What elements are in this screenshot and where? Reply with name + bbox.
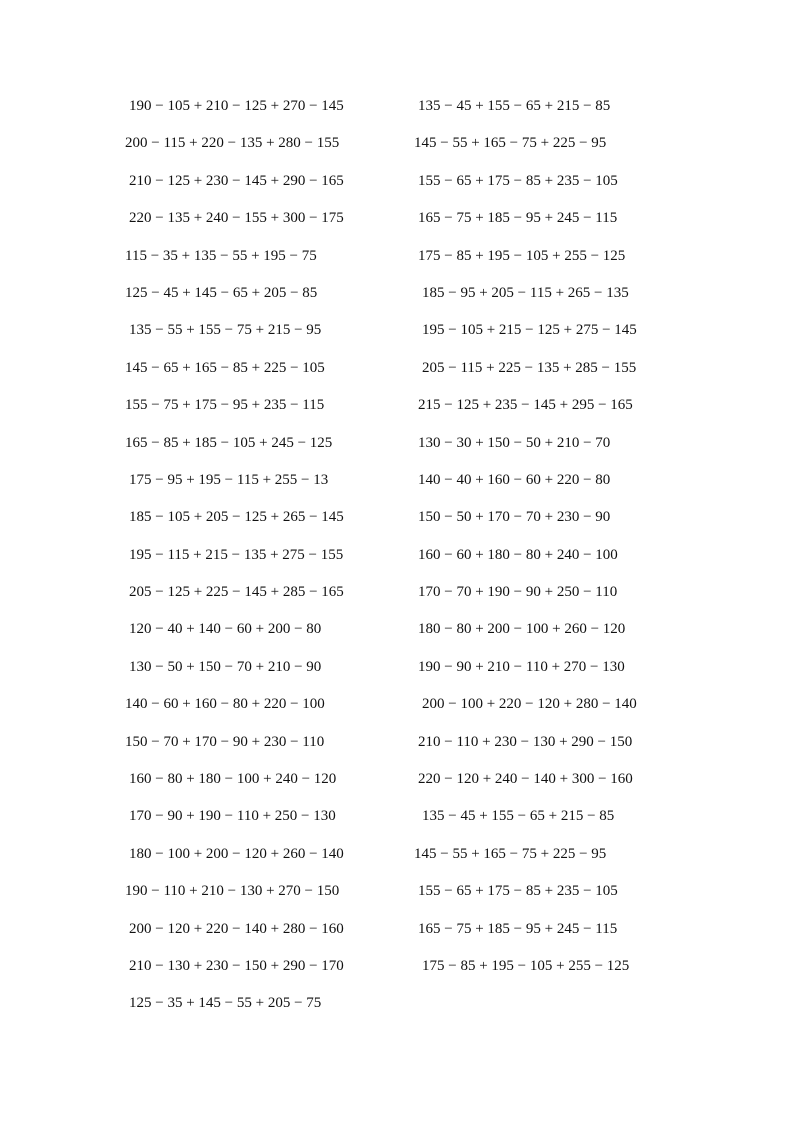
left-problem-column (125, 94, 395, 1029)
problem: 130 − 50 + 150 − 70 + 210 − 90 (129, 658, 322, 675)
right-problem-column (414, 94, 684, 991)
problem: 165 − 75 + 185 − 95 + 245 − 115 (418, 210, 618, 227)
problem: 180 − 100 + 200 − 120 + 260 − 140 (129, 845, 344, 862)
problem: 215 − 125 + 235 − 145 + 295 − 165 (418, 397, 633, 414)
problem: 115 − 35 + 135 − 55 + 195 − 75 (125, 247, 317, 264)
problem: 190 − 90 + 210 − 110 + 270 − 130 (418, 658, 625, 675)
problem: 120 − 40 + 140 − 60 + 200 − 80 (129, 621, 322, 638)
problem: 140 − 40 + 160 − 60 + 220 − 80 (418, 471, 611, 488)
problem: 125 − 45 + 145 − 65 + 205 − 85 (125, 284, 318, 301)
problem: 155 − 75 + 175 − 95 + 235 − 115 (125, 397, 325, 414)
problem: 185 − 105 + 205 − 125 + 265 − 145 (129, 509, 344, 526)
problem: 135 − 45 + 155 − 65 + 215 − 85 (418, 98, 611, 114)
problem: 190 − 110 + 210 − 130 + 270 − 150 (125, 883, 340, 900)
problem: 145 − 55 + 165 − 75 + 225 − 95 (414, 135, 607, 152)
problem: 195 − 105 + 215 − 125 + 275 − 145 (422, 322, 637, 339)
problem: 175 − 95 + 195 − 115 + 255 − 13 (129, 471, 329, 488)
problem: 130 − 30 + 150 − 50 + 210 − 70 (418, 434, 611, 451)
problem: 195 − 115 + 215 − 135 + 275 − 155 (129, 546, 344, 563)
problem: 190 − 105 + 210 − 125 + 270 − 145 (129, 98, 344, 114)
problem: 185 − 95 + 205 − 115 + 265 − 135 (422, 284, 629, 301)
problem: 205 − 115 + 225 − 135 + 285 − 155 (422, 359, 637, 376)
problem: 220 − 120 + 240 − 140 + 300 − 160 (418, 771, 633, 788)
problem: 155 − 65 + 175 − 85 + 235 − 105 (418, 172, 618, 189)
problem: 165 − 75 + 185 − 95 + 245 − 115 (418, 920, 618, 937)
problem: 210 − 130 + 230 − 150 + 290 − 170 (129, 957, 344, 974)
problem: 210 − 125 + 230 − 145 + 290 − 165 (129, 172, 344, 189)
problem: 160 − 80 + 180 − 100 + 240 − 120 (129, 771, 337, 788)
problem: 175 − 85 + 195 − 105 + 255 − 125 (418, 247, 626, 264)
problem: 155 − 65 + 175 − 85 + 235 − 105 (418, 883, 618, 900)
problem: 210 − 110 + 230 − 130 + 290 − 150 (418, 733, 633, 750)
problem: 220 − 135 + 240 − 155 + 300 − 175 (129, 210, 344, 227)
problem: 170 − 70 + 190 − 90 + 250 − 110 (418, 584, 618, 601)
problem: 160 − 60 + 180 − 80 + 240 − 100 (418, 546, 618, 563)
problem: 150 − 50 + 170 − 70 + 230 − 90 (418, 509, 611, 526)
problem: 205 − 125 + 225 − 145 + 285 − 165 (129, 584, 344, 601)
problem: 125 − 35 + 145 − 55 + 205 − 75 (129, 995, 322, 1012)
problem: 180 − 80 + 200 − 100 + 260 − 120 (418, 621, 626, 638)
problem: 135 − 55 + 155 − 75 + 215 − 95 (129, 322, 322, 339)
problem: 145 − 65 + 165 − 85 + 225 − 105 (125, 359, 325, 376)
problem: 170 − 90 + 190 − 110 + 250 − 130 (129, 808, 336, 825)
problem: 200 − 115 + 220 − 135 + 280 − 155 (125, 135, 340, 152)
problem: 140 − 60 + 160 − 80 + 220 − 100 (125, 696, 325, 713)
problem: 135 − 45 + 155 − 65 + 215 − 85 (422, 808, 615, 825)
problem: 200 − 100 + 220 − 120 + 280 − 140 (422, 696, 637, 713)
problem: 200 − 120 + 220 − 140 + 280 − 160 (129, 920, 344, 937)
problem: 145 − 55 + 165 − 75 + 225 − 95 (414, 845, 607, 862)
problem: 165 − 85 + 185 − 105 + 245 − 125 (125, 434, 333, 451)
problem: 175 − 85 + 195 − 105 + 255 − 125 (422, 957, 630, 974)
problem: 150 − 70 + 170 − 90 + 230 − 110 (125, 733, 325, 750)
